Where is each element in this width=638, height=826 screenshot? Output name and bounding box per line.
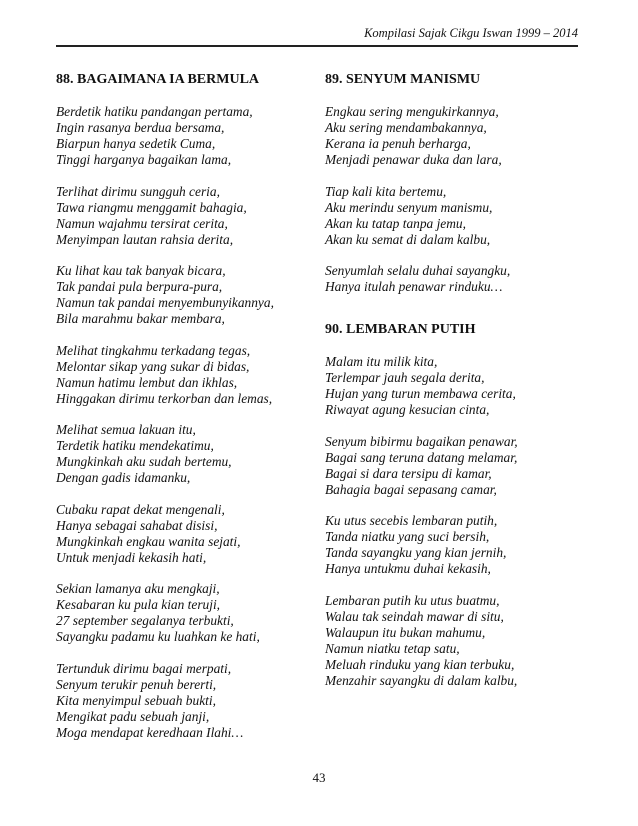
poem-line: Senyum bibirmu bagaikan penawar, — [325, 433, 518, 449]
poem-line: Senyum terukir penuh bererti, — [56, 676, 217, 692]
poem-line: Namun wajahmu tersirat cerita, — [56, 215, 228, 231]
stanza — [56, 263, 306, 327]
poem-line: Ku utus secebis lembaran putih, — [325, 513, 498, 528]
poem-line: Bagai sang teruna datang melamar, — [325, 449, 518, 465]
poem-line: Terdetik hatiku mendekatimu, — [56, 438, 214, 453]
poem-line: Riwayat agung kesucian cinta, — [325, 402, 490, 417]
poem-line: Malam itu milik kita, — [325, 354, 438, 369]
poem-title: 88. BAGAIMANA IA BERMULA — [56, 72, 260, 87]
poem-line: Aku sering mendambakannya, — [325, 120, 487, 135]
poem-88 — [56, 71, 306, 741]
stanza — [325, 513, 585, 577]
poem-line: Melihat semua lakuan itu, — [56, 422, 196, 437]
stanza — [325, 263, 585, 295]
stanza — [56, 581, 306, 645]
stanza — [56, 104, 306, 168]
poem-line: Menyimpan lautan rahsia derita, — [56, 231, 234, 247]
poem-line: Tanda niatku yang suci bersih, — [325, 529, 490, 544]
poem-line: Melontar sikap yang sukar di bidas, — [56, 358, 250, 374]
poem-line: Walaupun itu bukan mahumu, — [325, 624, 486, 640]
poem-body — [325, 354, 585, 689]
poem-line: Tak pandai pula berpura-pura, — [56, 279, 223, 294]
poem-title: 90. LEMBARAN PUTIH — [325, 322, 476, 337]
poem-line: Terlempar jauh segala derita, — [325, 370, 485, 385]
right-column — [325, 71, 585, 704]
poem-line: Sekian lamanya aku mengkaji, — [56, 581, 220, 596]
poem-line: Tanda sayangku yang kian jernih, — [325, 545, 507, 560]
poem-line: Namun hatimu lembut dan ikhlas, — [56, 374, 238, 390]
poem-line: Lembaran putih ku utus buatmu, — [325, 592, 500, 608]
poem-line: Meluah rinduku yang kian terbuku, — [325, 656, 515, 672]
stanza — [325, 184, 585, 248]
poem-90 — [325, 321, 585, 689]
poem-body — [56, 104, 306, 741]
poem-line: Berdetik hatiku pandangan pertama, — [56, 104, 253, 119]
poem-line: Mungkinkah aku sudah bertemu, — [56, 454, 232, 469]
poem-line: Akan ku tatap tanpa jemu, — [325, 215, 466, 231]
poem-line: Hujan yang turun membawa cerita, — [325, 386, 516, 401]
poem-line: Tawa riangmu menggamit bahagia, — [56, 199, 247, 215]
stanza — [325, 354, 585, 418]
poem-line: Engkau sering mengukirkannya, — [325, 104, 499, 119]
page-number: 43 — [312, 770, 326, 785]
poem-line: Untuk menjadi kekasih hati, — [56, 549, 207, 565]
poem-line: Mungkinkah engkau wanita sejati, — [56, 533, 241, 549]
poem-line: Aku merindu senyum manismu, — [325, 199, 493, 215]
poem-line: Cubaku rapat dekat mengenali, — [56, 501, 225, 517]
header-rule — [56, 45, 578, 47]
stanza — [56, 502, 306, 566]
poem-line: Hanya sebagai sahabat disisi, — [56, 517, 218, 533]
poem-line: Tinggi harganya bagaikan lama, — [56, 152, 232, 167]
poem-line: Menzahir sayangku di dalam kalbu, — [325, 672, 518, 688]
running-header: Kompilasi Sajak Cikgu Iswan 1999 – 2014 — [364, 26, 578, 40]
poem-line: Tiap kali kita bertemu, — [325, 183, 447, 199]
poem-line: Kerana ia penuh berharga, — [325, 136, 471, 151]
poem-line: Walau tak seindah mawar di situ, — [325, 608, 504, 624]
left-column — [56, 71, 306, 756]
poem-line: Hinggakan dirimu terkorban dan lemas, — [56, 390, 273, 406]
stanza — [56, 661, 306, 741]
poem-line: Mengikat padu sebuah janji, — [56, 708, 210, 724]
poem-line: 27 september segalanya terbukti, — [56, 613, 234, 628]
poem-line: Ku lihat kau tak banyak bicara, — [56, 263, 226, 278]
poem-line: Ingin rasanya berdua bersama, — [56, 120, 225, 135]
poem-line: Moga mendapat keredhaan Ilahi… — [56, 724, 244, 740]
poem-line: Biarpun hanya sedetik Cuma, — [56, 136, 216, 151]
poem-line: Melihat tingkahmu terkadang tegas, — [56, 342, 251, 358]
poem-line: Namun tak pandai menyembunyikannya, — [56, 295, 274, 310]
stanza — [325, 104, 585, 168]
poem-89 — [325, 71, 585, 295]
poem-line: Hanya untukmu duhai kekasih, — [325, 561, 491, 576]
poem-line: Tertunduk dirimu bagai merpati, — [56, 660, 232, 676]
poem-line: Terlihat dirimu sungguh ceria, — [56, 183, 220, 199]
poem-line: Hanya itulah penawar rinduku… — [325, 279, 503, 294]
poem-line: Kita menyimpul sebuah bukti, — [56, 692, 216, 708]
poem-line: Bila marahmu bakar membara, — [56, 311, 225, 326]
poem-line: Bagai si dara tersipu di kamar, — [325, 465, 492, 481]
poem-line: Namun niatku tetap satu, — [325, 640, 460, 656]
poem-line: Kesabaran ku pula kian teruji, — [56, 597, 221, 612]
stanza — [56, 343, 306, 407]
poem-line: Bahagia bagai sepasang camar, — [325, 481, 497, 497]
poem-body — [325, 104, 585, 295]
poem-line: Dengan gadis idamanku, — [56, 470, 191, 485]
poem-line: Akan ku semat di dalam kalbu, — [325, 231, 491, 247]
stanza — [325, 434, 585, 498]
poem-line: Senyumlah selalu duhai sayangku, — [325, 263, 511, 278]
stanza — [56, 422, 306, 486]
stanza — [56, 184, 306, 248]
poem-title: 89. SENYUM MANISMU — [325, 72, 481, 87]
poem-line: Sayangku padamu ku luahkan ke hati, — [56, 629, 260, 644]
poem-line: Menjadi penawar duka dan lara, — [325, 152, 502, 167]
stanza — [325, 593, 585, 689]
